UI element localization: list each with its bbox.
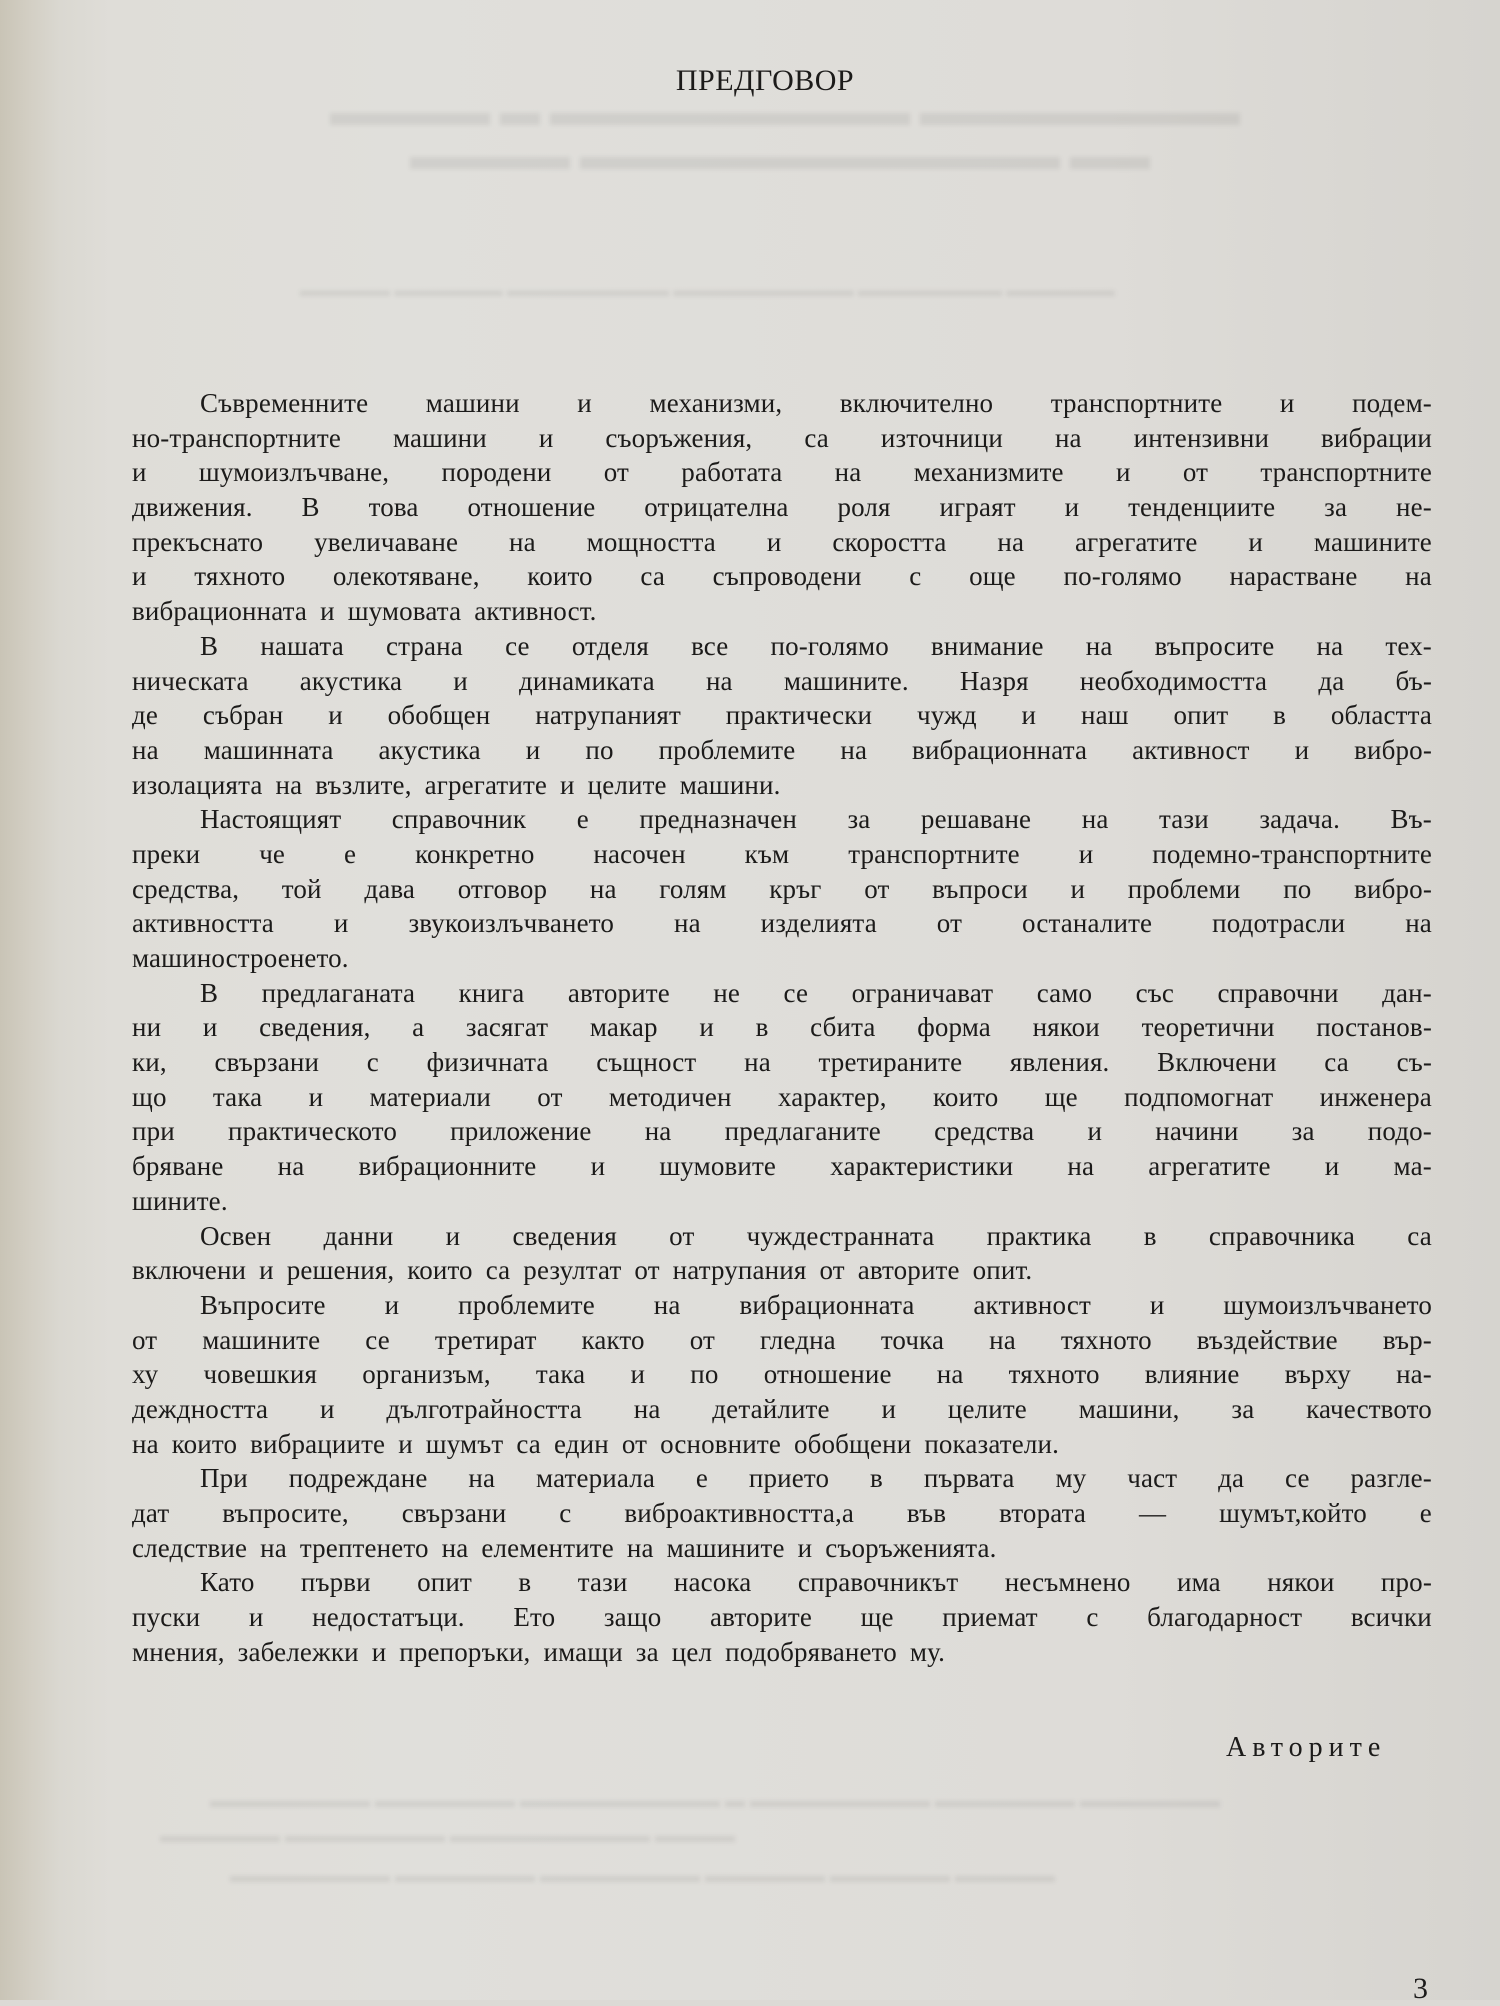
bleed-through-text: ▬▬▬▬▬▬▬▬ ▬▬▬▬▬▬▬ ▬▬▬▬▬▬▬▬ ▬▬▬▬▬▬ ▬▬▬▬▬▬ ▬▬▬▬▬: [230, 1865, 1055, 1887]
text-line: що така и материали от методичен характер, които ще подпомогнат инженера: [132, 1081, 1432, 1112]
text-line: шините.: [132, 1185, 228, 1216]
preface-body: [132, 386, 1432, 1669]
text-line: ху човешкия организъм, така и по отношение на тяхното влияние върху на-: [132, 1359, 1432, 1390]
paragraph: [132, 802, 1432, 975]
page-title: ПРЕДГОВОР: [675, 64, 855, 97]
text-line: Настоящият справочник е предназначен за решаване на тази задача. Въ-: [200, 804, 1432, 835]
text-line: и тяхното олекотяване, които са съпроводени с още по-голямо нарастване на: [132, 561, 1432, 592]
paragraph: [132, 1219, 1432, 1288]
text-line: на машинната акустика и по проблемите на вибрационната активност и вибро-: [132, 734, 1432, 765]
text-line: движения. В това отношение отрицателна роля играят и тенденциите за не-: [132, 492, 1432, 523]
paragraph: [132, 1461, 1432, 1565]
text-line: от машините се третират както от гледна точка на тяхното въздействие вър-: [132, 1324, 1432, 1355]
paragraph: [132, 629, 1432, 802]
text-line: Като първи опит в тази насока справочникът несъмнено има някои про-: [200, 1567, 1432, 1598]
text-line: следствие на трептенето на елементите на машините и съоръженията.: [132, 1532, 997, 1563]
text-line: прекъснато увеличаване на мощността и скоростта на агрегатите и машините: [132, 526, 1432, 557]
text-line: машиностроенето.: [132, 943, 349, 973]
text-line: средства, той дава отговор на голям кръг от въпроси и проблеми по вибро-: [132, 873, 1432, 904]
paragraph: [132, 1288, 1432, 1461]
page-number: 3: [1413, 1972, 1428, 2005]
text-line: пуски и недостатъци. Ето защо авторите ще приемат с благодарност всички: [132, 1602, 1432, 1633]
paragraph: [132, 386, 1432, 629]
paragraph: [132, 1565, 1432, 1669]
text-line: дат въпросите, свързани с виброактивността,а във втората — шумът,който е: [132, 1498, 1432, 1528]
text-line: Съвременните машини и механизми, включително транспортните и подем-: [200, 388, 1432, 418]
paragraph: [132, 976, 1432, 1219]
text-line: бряване на вибрационните и шумовите характеристики на агрегатите и ма-: [132, 1151, 1432, 1182]
text-line: активността и звукоизлъчването на изделията от останалите подотрасли на: [132, 908, 1432, 939]
text-line: В предлаганата книга авторите не се ограничават само със справочни дан-: [200, 977, 1432, 1008]
text-line: В нашата страна се отделя все по-голямо внимание на въпросите на тех-: [200, 630, 1432, 661]
text-line: но-транспортните машини и съоръжения, са източници на интензивни вибрации: [132, 422, 1432, 453]
text-line: включени и решения, които са резултат от натрупания от авторите опит.: [132, 1255, 1033, 1286]
text-line: при практическото приложение на предлаганите средства и начини за подо-: [132, 1116, 1432, 1147]
text-line: на които вибрациите и шумът са един от основните обобщени показатели.: [132, 1428, 1060, 1459]
bleed-through-text: ▬▬▬▬▬▬▬▬ ▬▬▬▬▬▬▬ ▬▬▬▬▬▬▬▬▬▬ ▬ ▬▬▬▬▬▬▬▬▬ ▬▬▬▬▬▬▬ ▬▬▬▬▬▬▬: [210, 1790, 1220, 1812]
bleed-through-text: ▬▬▬▬▬▬ ▬▬▬▬▬▬▬▬ ▬▬▬▬▬▬▬▬▬▬ ▬▬▬▬: [160, 1825, 735, 1847]
text-line: При подреждане на материала е прието в първата му част да се разгле-: [200, 1463, 1432, 1494]
text-line: де събран и обобщен натрупаният практически чужд и наш опит в областта: [132, 700, 1432, 731]
text-line: мнения, забележки и препоръки, имащи за цел подобряването му.: [132, 1636, 945, 1667]
text-line: и шумоизлъчване, породени от работата на механизмите и от транспортните: [132, 457, 1432, 488]
bleed-through-text: ▬▬▬▬ ▬▬▬▬▬▬▬▬▬▬▬▬ ▬▬: [410, 133, 1150, 178]
text-line: ки, свързани с физичната същност на третираните явления. Включени са съ-: [132, 1047, 1432, 1078]
text-line: Освен данни и сведения от чуждестранната практика в справочника са: [200, 1220, 1432, 1251]
text-line: изолацията на възлите, агрегатите и целите машини.: [132, 769, 781, 800]
text-line: деждността и дълготрайността на детайлите и целите машини, за качеството: [132, 1393, 1432, 1424]
text-line: ническата акустика и динамиката на машините. Назря необходимостта да бъ-: [132, 665, 1432, 696]
text-line: преки че е конкретно насочен към транспортните и подемно-транспортните: [132, 838, 1432, 869]
bleed-through-text: ▬▬▬▬▬ ▬▬▬▬▬▬ ▬▬▬▬▬▬▬▬▬ ▬▬▬▬▬▬▬▬▬▬ ▬▬▬▬▬▬▬▬ ▬▬▬▬▬▬: [300, 280, 1115, 300]
signature: Авторите: [1226, 1732, 1387, 1763]
bleed-through-text: ▬▬▬▬ ▬ ▬▬▬▬▬▬▬▬▬ ▬▬▬▬▬▬▬▬: [330, 89, 1240, 134]
text-line: ни и сведения, а засягат макар и в сбита форма някои теоретични постанов-: [132, 1012, 1432, 1043]
text-line: Въпросите и проблемите на вибрационната активност и шумоизлъчването: [200, 1289, 1432, 1320]
text-line: вибрационната и шумовата активност.: [132, 596, 597, 627]
